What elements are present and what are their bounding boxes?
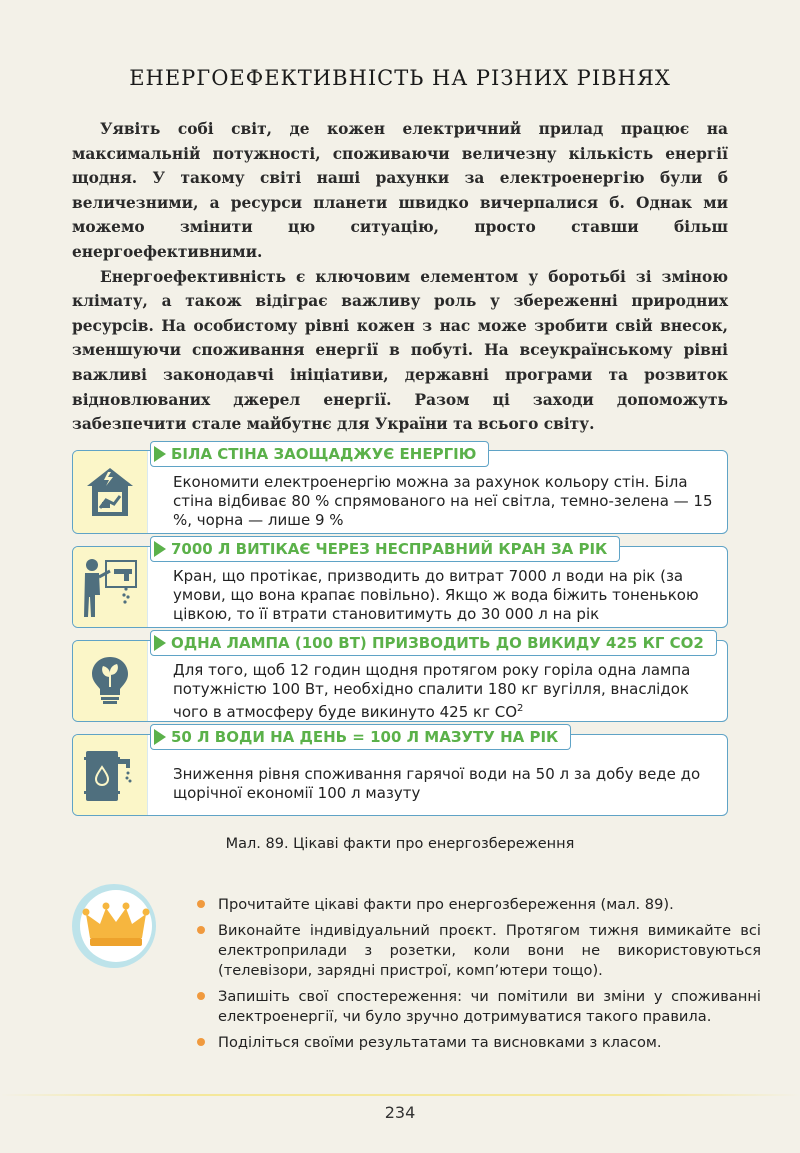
fact-text: Кран, що протікає, призводить до витрат 7000 л води на рік (за умови, що вона крапає повільно). Якщо ж вода біжить тоненькою цівкою, то її втрати становитимуть до 30 000 л на рік [173, 567, 699, 623]
intro-text [72, 117, 728, 437]
fact-heading-text: ОДНА ЛАМПА (100 ВТ) ПРИЗВОДИТЬ ДО ВИКИДУ 425 КГ СО2 [171, 634, 704, 652]
intro-paragraph-1: Уявіть собі світ, де кожен електричний прилад працює на максимальній потужності, споживаючи величезну кількість енергії щодня. У такому світі наші рахунки за електроенергію були б величезними, а ресурси планети швидко вичерпалися б. Однак ми можемо змінити цю ситуацію, просто ставши більш енергоефективними. [72, 120, 728, 261]
fact-heading [150, 441, 489, 467]
figure-caption: Мал. 89. Цікаві факти про енергозбереження [225, 836, 575, 852]
arrow-icon [154, 729, 166, 745]
fact-heading-text: 7000 Л ВИТІКАЄ ЧЕРЕЗ НЕСПРАВНИЙ КРАН ЗА РІК [171, 540, 608, 558]
fact-text [173, 661, 718, 722]
fact-heading [150, 630, 717, 656]
fact-heading [150, 536, 620, 562]
task-list [196, 895, 761, 1059]
page-title: ЕНЕРГОЕФЕКТИВНІСТЬ НА РІЗНИХ РІВНЯХ [129, 66, 671, 90]
eco-bulb-icon [73, 641, 148, 721]
arrow-icon [154, 446, 166, 462]
fact-text: Економити електроенергію можна за рахунок кольору стін. Біла стіна відбиває 80 % спрямованого на неї світла, темно-зелена — 15 %, чорна — лише 9 % [173, 473, 713, 529]
fact-text: Зниження рівня споживання гарячої води на 50 л за добу веде до щорічної економії 100 л мазуту [173, 765, 701, 802]
divider [0, 1094, 800, 1096]
oil-barrel-icon [73, 735, 148, 815]
list-item: Поділіться своїми результатами та висновками з класом. [196, 1033, 761, 1053]
fact-text-sup: 2 [517, 703, 524, 714]
fact-heading-text: 50 Л ВОДИ НА ДЕНЬ = 100 Л МАЗУТУ НА РІК [171, 728, 559, 746]
list-item: Запишіть свої спостереження: чи помітили ви зміни у споживанні електроенергії, чи було зручно дотримуватися такого правила. [196, 987, 761, 1027]
arrow-icon [154, 541, 166, 557]
fact-heading-text: БІЛА СТІНА ЗАОЩАДЖУЄ ЕНЕРГІЮ [171, 445, 477, 463]
crown-icon [70, 882, 158, 970]
house-electric-icon [73, 451, 148, 533]
fact-text-main: Для того, щоб 12 годин щодня протягом року горіла одна лампа потужністю 100 Вт, необхідно спалити 180 кг вугілля, внаслідок чого в атмосферу буде викинуто 425 кг СО [173, 661, 691, 721]
list-item: Виконайте індивідуальний проєкт. Протягом тижня вимикайте всі електроприлади з розетки, коли вони не використовуються (телевізори, зарядні пристрої, комп’ютери тощо). [196, 921, 761, 981]
intro-paragraph-2: Енергоефективність є ключовим елементом у боротьбі зі зміною клімату, а також відіграє важливу роль у збереженні природних ресурсів. На особистому рівні кожен з нас може зробити свій внесок, зменшуючи споживання енергії в побуті. На всеукраїнському рівні важливі законодавчі ініціативи, державні програми та розвиток відновлюваних джерел енергії. Разом ці заходи допоможуть забезпечити стале майбутнє для України та всього світу. [72, 267, 728, 434]
fact-heading [150, 724, 571, 750]
arrow-icon [154, 635, 166, 651]
list-item: Прочитайте цікаві факти про енергозбереження (мал. 89). [196, 895, 761, 915]
page-number: 234 [384, 1103, 416, 1122]
person-tap-icon [73, 547, 148, 627]
